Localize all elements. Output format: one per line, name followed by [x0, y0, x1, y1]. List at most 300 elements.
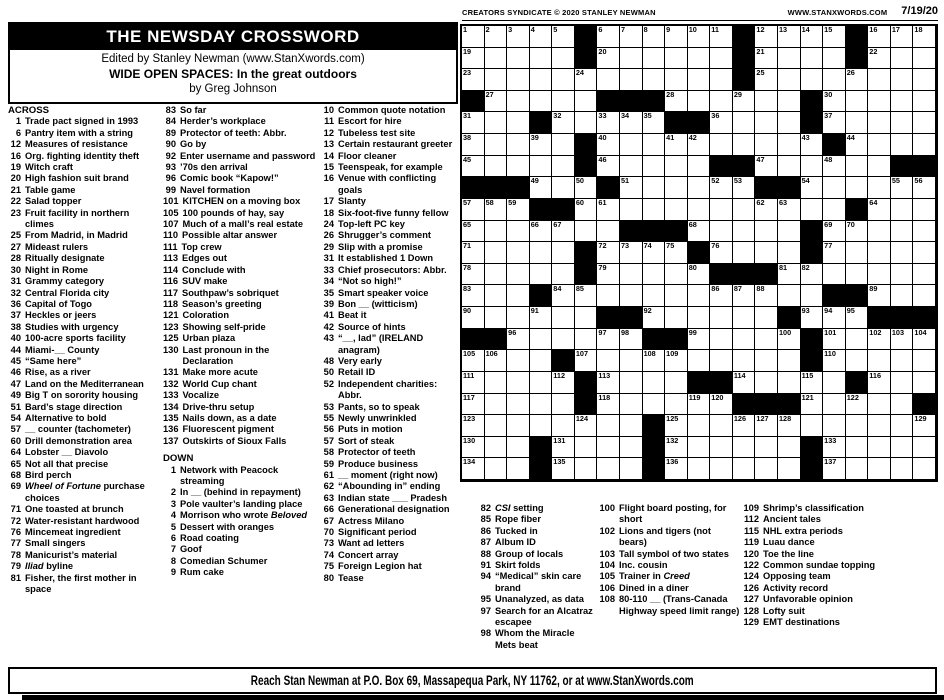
grid-cell[interactable] — [552, 285, 575, 307]
grid-cell[interactable] — [575, 458, 598, 480]
grid-cell[interactable] — [575, 177, 598, 199]
grid-cell[interactable] — [552, 221, 575, 243]
grid-cell[interactable] — [733, 177, 756, 199]
grid-cell[interactable] — [620, 48, 643, 70]
grid-cell[interactable] — [552, 394, 575, 416]
grid-cell[interactable] — [552, 307, 575, 329]
grid-cell[interactable] — [597, 350, 620, 372]
grid-cell[interactable] — [823, 221, 846, 243]
grid-cell[interactable] — [665, 177, 688, 199]
grid-cell[interactable] — [710, 242, 733, 264]
grid-cell[interactable] — [665, 458, 688, 480]
grid-cell[interactable] — [665, 350, 688, 372]
grid-cell[interactable] — [462, 415, 485, 437]
grid-cell[interactable] — [846, 350, 869, 372]
grid-cell[interactable] — [507, 285, 530, 307]
grid-cell[interactable] — [552, 458, 575, 480]
grid-cell[interactable] — [620, 372, 643, 394]
grid-cell[interactable] — [620, 329, 643, 351]
grid-cell[interactable] — [710, 285, 733, 307]
grid-cell[interactable] — [485, 69, 508, 91]
grid-cell[interactable] — [891, 242, 914, 264]
grid-cell[interactable] — [597, 415, 620, 437]
grid-cell[interactable] — [913, 458, 936, 480]
grid-cell[interactable] — [755, 437, 778, 459]
grid-cell[interactable] — [620, 199, 643, 221]
grid-cell[interactable] — [733, 458, 756, 480]
grid-cell[interactable] — [823, 394, 846, 416]
grid-cell[interactable] — [801, 372, 824, 394]
grid-cell[interactable] — [710, 221, 733, 243]
grid-cell[interactable] — [597, 112, 620, 134]
grid-cell[interactable] — [868, 242, 891, 264]
grid-cell[interactable] — [755, 329, 778, 351]
grid-cell[interactable] — [575, 415, 598, 437]
grid-cell[interactable] — [913, 134, 936, 156]
grid-cell[interactable] — [597, 134, 620, 156]
grid-cell[interactable] — [507, 221, 530, 243]
grid-cell[interactable] — [552, 69, 575, 91]
grid-cell[interactable] — [913, 91, 936, 113]
grid-cell[interactable] — [755, 242, 778, 264]
grid-cell[interactable] — [801, 264, 824, 286]
grid-cell[interactable] — [643, 156, 666, 178]
grid-cell[interactable] — [846, 134, 869, 156]
grid-cell[interactable] — [846, 221, 869, 243]
grid-cell[interactable] — [620, 264, 643, 286]
grid-cell[interactable] — [665, 437, 688, 459]
grid-cell[interactable] — [823, 242, 846, 264]
grid-cell[interactable] — [620, 134, 643, 156]
grid-cell[interactable] — [665, 48, 688, 70]
grid-cell[interactable] — [552, 264, 575, 286]
grid-cell[interactable] — [620, 177, 643, 199]
grid-cell[interactable] — [801, 177, 824, 199]
grid-cell[interactable] — [552, 372, 575, 394]
grid-cell[interactable] — [913, 69, 936, 91]
grid-cell[interactable] — [733, 242, 756, 264]
grid-cell[interactable] — [620, 437, 643, 459]
grid-cell[interactable] — [552, 48, 575, 70]
grid-cell[interactable] — [868, 285, 891, 307]
grid-cell[interactable] — [620, 350, 643, 372]
grid-cell[interactable] — [710, 329, 733, 351]
grid-cell[interactable] — [462, 437, 485, 459]
grid-cell[interactable] — [575, 350, 598, 372]
grid-cell[interactable] — [620, 26, 643, 48]
grid-cell[interactable] — [778, 372, 801, 394]
grid-cell[interactable] — [530, 394, 553, 416]
grid-cell[interactable] — [643, 199, 666, 221]
grid-cell[interactable] — [575, 112, 598, 134]
grid-cell[interactable] — [823, 415, 846, 437]
grid-cell[interactable] — [846, 437, 869, 459]
grid-cell[interactable] — [778, 242, 801, 264]
grid-cell[interactable] — [462, 307, 485, 329]
grid-cell[interactable] — [597, 242, 620, 264]
grid-cell[interactable] — [733, 112, 756, 134]
grid-cell[interactable] — [552, 112, 575, 134]
grid-cell[interactable] — [507, 372, 530, 394]
grid-cell[interactable] — [597, 69, 620, 91]
grid-cell[interactable] — [755, 112, 778, 134]
grid-cell[interactable] — [891, 112, 914, 134]
grid-cell[interactable] — [778, 156, 801, 178]
grid-cell[interactable] — [755, 285, 778, 307]
grid-cell[interactable] — [868, 394, 891, 416]
grid-cell[interactable] — [507, 69, 530, 91]
grid-cell[interactable] — [597, 372, 620, 394]
grid-cell[interactable] — [891, 372, 914, 394]
grid-cell[interactable] — [868, 415, 891, 437]
grid-cell[interactable] — [507, 26, 530, 48]
grid-cell[interactable] — [846, 69, 869, 91]
grid-cell[interactable] — [507, 112, 530, 134]
grid-cell[interactable] — [665, 372, 688, 394]
grid-cell[interactable] — [778, 437, 801, 459]
grid-cell[interactable] — [891, 458, 914, 480]
grid-cell[interactable] — [507, 350, 530, 372]
grid-cell[interactable] — [891, 350, 914, 372]
grid-cell[interactable] — [823, 26, 846, 48]
grid-cell[interactable] — [688, 458, 711, 480]
grid-cell[interactable] — [778, 285, 801, 307]
grid-cell[interactable] — [778, 329, 801, 351]
grid-cell[interactable] — [823, 177, 846, 199]
grid-cell[interactable] — [575, 69, 598, 91]
grid-cell[interactable] — [665, 26, 688, 48]
grid-cell[interactable] — [778, 264, 801, 286]
grid-cell[interactable] — [846, 307, 869, 329]
grid-cell[interactable] — [485, 458, 508, 480]
grid-cell[interactable] — [755, 69, 778, 91]
grid-cell[interactable] — [665, 91, 688, 113]
grid-cell[interactable] — [778, 199, 801, 221]
grid-cell[interactable] — [597, 394, 620, 416]
grid-cell[interactable] — [462, 285, 485, 307]
grid-cell[interactable] — [552, 134, 575, 156]
grid-cell[interactable] — [710, 69, 733, 91]
grid-cell[interactable] — [462, 48, 485, 70]
grid-cell[interactable] — [462, 242, 485, 264]
grid-cell[interactable] — [868, 199, 891, 221]
grid-cell[interactable] — [868, 48, 891, 70]
grid-cell[interactable] — [688, 350, 711, 372]
grid-cell[interactable] — [620, 394, 643, 416]
grid-cell[interactable] — [823, 350, 846, 372]
grid-cell[interactable] — [801, 48, 824, 70]
grid-cell[interactable] — [891, 91, 914, 113]
grid-cell[interactable] — [485, 242, 508, 264]
grid-cell[interactable] — [913, 350, 936, 372]
grid-cell[interactable] — [733, 91, 756, 113]
grid-cell[interactable] — [507, 199, 530, 221]
grid-cell[interactable] — [575, 307, 598, 329]
grid-cell[interactable] — [913, 26, 936, 48]
grid-cell[interactable] — [462, 394, 485, 416]
grid-cell[interactable] — [575, 221, 598, 243]
grid-cell[interactable] — [485, 264, 508, 286]
grid-cell[interactable] — [530, 177, 553, 199]
grid-cell[interactable] — [868, 350, 891, 372]
grid-cell[interactable] — [891, 285, 914, 307]
grid-cell[interactable] — [755, 48, 778, 70]
grid-cell[interactable] — [462, 350, 485, 372]
grid-cell[interactable] — [733, 221, 756, 243]
grid-cell[interactable] — [733, 372, 756, 394]
grid-cell[interactable] — [755, 199, 778, 221]
grid-cell[interactable] — [665, 415, 688, 437]
grid-cell[interactable] — [552, 329, 575, 351]
grid-cell[interactable] — [552, 437, 575, 459]
grid-cell[interactable] — [778, 134, 801, 156]
grid-cell[interactable] — [665, 307, 688, 329]
grid-cell[interactable] — [643, 394, 666, 416]
grid-cell[interactable] — [485, 134, 508, 156]
grid-cell[interactable] — [597, 458, 620, 480]
grid-cell[interactable] — [575, 91, 598, 113]
grid-cell[interactable] — [891, 415, 914, 437]
grid-cell[interactable] — [597, 264, 620, 286]
grid-cell[interactable] — [823, 156, 846, 178]
grid-cell[interactable] — [868, 221, 891, 243]
grid-cell[interactable] — [552, 177, 575, 199]
grid-cell[interactable] — [688, 134, 711, 156]
grid-cell[interactable] — [891, 48, 914, 70]
grid-cell[interactable] — [507, 329, 530, 351]
grid-cell[interactable] — [485, 156, 508, 178]
grid-cell[interactable] — [801, 285, 824, 307]
grid-cell[interactable] — [530, 134, 553, 156]
grid-cell[interactable] — [733, 350, 756, 372]
grid-cell[interactable] — [597, 285, 620, 307]
grid-cell[interactable] — [620, 69, 643, 91]
grid-cell[interactable] — [846, 458, 869, 480]
grid-cell[interactable] — [643, 134, 666, 156]
grid-cell[interactable] — [891, 199, 914, 221]
grid-cell[interactable] — [801, 307, 824, 329]
grid-cell[interactable] — [597, 199, 620, 221]
grid-cell[interactable] — [913, 48, 936, 70]
grid-cell[interactable] — [913, 437, 936, 459]
grid-cell[interactable] — [846, 177, 869, 199]
grid-cell[interactable] — [688, 264, 711, 286]
grid-cell[interactable] — [688, 307, 711, 329]
grid-cell[interactable] — [485, 91, 508, 113]
grid-cell[interactable] — [913, 177, 936, 199]
grid-cell[interactable] — [755, 26, 778, 48]
grid-cell[interactable] — [665, 156, 688, 178]
grid-cell[interactable] — [710, 177, 733, 199]
grid-cell[interactable] — [710, 437, 733, 459]
grid-cell[interactable] — [530, 242, 553, 264]
grid-cell[interactable] — [462, 26, 485, 48]
grid-cell[interactable] — [462, 134, 485, 156]
grid-cell[interactable] — [868, 112, 891, 134]
grid-cell[interactable] — [507, 242, 530, 264]
grid-cell[interactable] — [801, 394, 824, 416]
grid-cell[interactable] — [755, 156, 778, 178]
grid-cell[interactable] — [868, 458, 891, 480]
grid-cell[interactable] — [733, 199, 756, 221]
grid-cell[interactable] — [575, 285, 598, 307]
grid-cell[interactable] — [913, 285, 936, 307]
grid-cell[interactable] — [823, 264, 846, 286]
grid-cell[interactable] — [891, 437, 914, 459]
grid-cell[interactable] — [620, 156, 643, 178]
grid-cell[interactable] — [801, 199, 824, 221]
grid-cell[interactable] — [868, 69, 891, 91]
grid-cell[interactable] — [620, 112, 643, 134]
grid-cell[interactable] — [620, 415, 643, 437]
grid-cell[interactable] — [823, 199, 846, 221]
grid-cell[interactable] — [778, 91, 801, 113]
grid-cell[interactable] — [710, 112, 733, 134]
grid-cell[interactable] — [530, 91, 553, 113]
grid-cell[interactable] — [801, 156, 824, 178]
grid-cell[interactable] — [597, 221, 620, 243]
grid-cell[interactable] — [620, 458, 643, 480]
grid-cell[interactable] — [643, 350, 666, 372]
grid-cell[interactable] — [688, 415, 711, 437]
grid-cell[interactable] — [733, 285, 756, 307]
grid-cell[interactable] — [688, 91, 711, 113]
grid-cell[interactable] — [643, 177, 666, 199]
grid-cell[interactable] — [507, 156, 530, 178]
grid-cell[interactable] — [530, 156, 553, 178]
grid-cell[interactable] — [643, 112, 666, 134]
grid-cell[interactable] — [778, 350, 801, 372]
grid-cell[interactable] — [575, 199, 598, 221]
grid-cell[interactable] — [846, 415, 869, 437]
grid-cell[interactable] — [665, 264, 688, 286]
grid-cell[interactable] — [891, 26, 914, 48]
grid-cell[interactable] — [823, 329, 846, 351]
grid-cell[interactable] — [665, 394, 688, 416]
grid-cell[interactable] — [868, 437, 891, 459]
grid-cell[interactable] — [552, 26, 575, 48]
grid-cell[interactable] — [755, 91, 778, 113]
grid-cell[interactable] — [530, 26, 553, 48]
grid-cell[interactable] — [485, 307, 508, 329]
grid-cell[interactable] — [913, 112, 936, 134]
grid-cell[interactable] — [688, 26, 711, 48]
grid-cell[interactable] — [552, 91, 575, 113]
grid-cell[interactable] — [801, 26, 824, 48]
grid-cell[interactable] — [485, 112, 508, 134]
grid-cell[interactable] — [507, 458, 530, 480]
grid-cell[interactable] — [485, 26, 508, 48]
grid-cell[interactable] — [778, 48, 801, 70]
grid-cell[interactable] — [485, 437, 508, 459]
grid-cell[interactable] — [823, 437, 846, 459]
grid-cell[interactable] — [597, 437, 620, 459]
grid-cell[interactable] — [485, 221, 508, 243]
grid-cell[interactable] — [755, 134, 778, 156]
grid-cell[interactable] — [733, 329, 756, 351]
grid-cell[interactable] — [507, 264, 530, 286]
grid-cell[interactable] — [688, 221, 711, 243]
grid-cell[interactable] — [846, 91, 869, 113]
grid-cell[interactable] — [868, 329, 891, 351]
grid-cell[interactable] — [485, 415, 508, 437]
grid-cell[interactable] — [530, 69, 553, 91]
grid-cell[interactable] — [462, 69, 485, 91]
grid-cell[interactable] — [778, 69, 801, 91]
grid-cell[interactable] — [507, 307, 530, 329]
grid-cell[interactable] — [801, 69, 824, 91]
grid-cell[interactable] — [530, 307, 553, 329]
grid-cell[interactable] — [688, 177, 711, 199]
grid-cell[interactable] — [913, 329, 936, 351]
grid-cell[interactable] — [462, 199, 485, 221]
grid-cell[interactable] — [755, 307, 778, 329]
grid-cell[interactable] — [913, 264, 936, 286]
grid-cell[interactable] — [688, 48, 711, 70]
grid-cell[interactable] — [507, 437, 530, 459]
grid-cell[interactable] — [755, 221, 778, 243]
grid-cell[interactable] — [597, 156, 620, 178]
grid-cell[interactable] — [462, 221, 485, 243]
grid-cell[interactable] — [665, 199, 688, 221]
grid-cell[interactable] — [823, 69, 846, 91]
grid-cell[interactable] — [507, 48, 530, 70]
grid-cell[interactable] — [597, 26, 620, 48]
grid-cell[interactable] — [643, 26, 666, 48]
grid-cell[interactable] — [868, 26, 891, 48]
grid-cell[interactable] — [891, 264, 914, 286]
grid-cell[interactable] — [597, 329, 620, 351]
grid-cell[interactable] — [710, 415, 733, 437]
grid-cell[interactable] — [913, 221, 936, 243]
grid-cell[interactable] — [801, 134, 824, 156]
grid-cell[interactable] — [530, 415, 553, 437]
grid-cell[interactable] — [643, 372, 666, 394]
grid-cell[interactable] — [733, 307, 756, 329]
grid-cell[interactable] — [620, 242, 643, 264]
grid-cell[interactable] — [665, 242, 688, 264]
grid-cell[interactable] — [507, 134, 530, 156]
grid-cell[interactable] — [643, 307, 666, 329]
grid-cell[interactable] — [891, 221, 914, 243]
grid-cell[interactable] — [755, 415, 778, 437]
grid-cell[interactable] — [665, 134, 688, 156]
grid-cell[interactable] — [868, 134, 891, 156]
grid-cell[interactable] — [755, 458, 778, 480]
grid-cell[interactable] — [733, 415, 756, 437]
grid-cell[interactable] — [643, 285, 666, 307]
grid-cell[interactable] — [552, 415, 575, 437]
grid-cell[interactable] — [530, 221, 553, 243]
grid-cell[interactable] — [485, 350, 508, 372]
grid-cell[interactable] — [688, 199, 711, 221]
grid-cell[interactable] — [823, 307, 846, 329]
grid-cell[interactable] — [462, 458, 485, 480]
grid-cell[interactable] — [575, 329, 598, 351]
grid-cell[interactable] — [643, 48, 666, 70]
grid-cell[interactable] — [530, 329, 553, 351]
grid-cell[interactable] — [710, 199, 733, 221]
grid-cell[interactable] — [801, 415, 824, 437]
grid-cell[interactable] — [913, 415, 936, 437]
grid-cell[interactable] — [778, 221, 801, 243]
grid-cell[interactable] — [755, 372, 778, 394]
grid-cell[interactable] — [688, 69, 711, 91]
grid-cell[interactable] — [507, 394, 530, 416]
grid-cell[interactable] — [552, 242, 575, 264]
grid-cell[interactable] — [913, 242, 936, 264]
grid-cell[interactable] — [733, 437, 756, 459]
